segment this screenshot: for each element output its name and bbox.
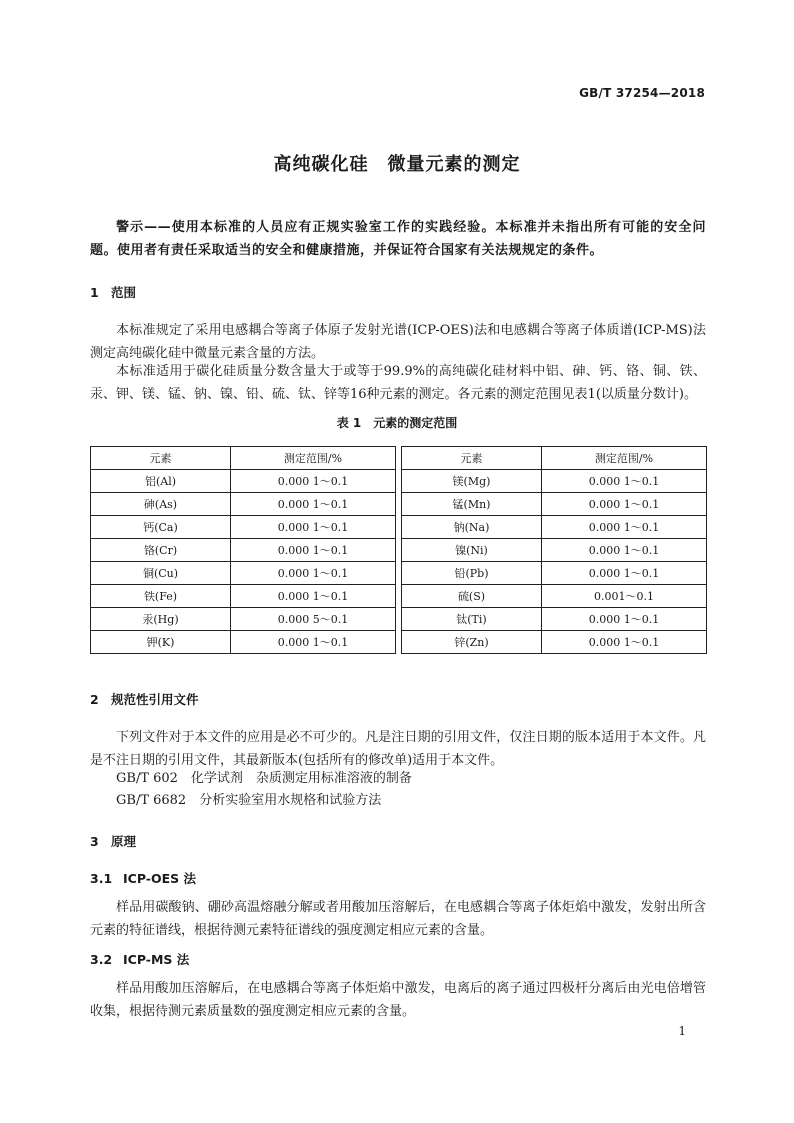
subsection-3-1-title: ICP-OES 法	[123, 871, 196, 886]
subsection-3-2-number: 3.2	[90, 952, 113, 967]
table-header-row	[91, 447, 396, 470]
table-row	[402, 539, 707, 562]
table-left-half	[90, 446, 396, 654]
range-cell: 0.000 1～0.1	[542, 539, 707, 562]
element-cell: 铅(Pb)	[402, 562, 542, 585]
table-header-row	[402, 447, 707, 470]
section-3-heading	[90, 832, 136, 850]
range-cell: 0.000 1～0.1	[231, 562, 396, 585]
element-cell: 铬(Cr)	[91, 539, 231, 562]
element-range-table	[90, 446, 706, 651]
subsection-3-1-heading	[90, 869, 196, 887]
element-cell: 砷(As)	[91, 493, 231, 516]
element-cell: 钛(Ti)	[402, 608, 542, 631]
references-paragraph: 下列文件对于本文件的应用是必不可少的。凡是注日期的引用文件，仅注日期的版本适用于本文件。凡是不注日期的引用文件，其最新版本(包括所有的修改单)适用于本文件。	[90, 730, 706, 768]
icp-oes-paragraph: 样品用碳酸钠、硼砂高温熔融分解或者用酸加压溶解后，在电感耦合等离子体炬焰中激发，发射出所含元素的特征谱线，根据待测元素特征谱线的强度测定相应元素的含量。	[90, 900, 706, 938]
range-cell: 0.001～0.1	[542, 585, 707, 608]
element-cell: 锰(Mn)	[402, 493, 542, 516]
element-cell: 钠(Na)	[402, 516, 542, 539]
section-2-number: 2	[90, 692, 99, 707]
table-row	[402, 608, 707, 631]
section-1-number: 1	[90, 285, 99, 300]
table-row	[402, 516, 707, 539]
range-cell: 0.000 1～0.1	[231, 516, 396, 539]
range-cell: 0.000 1～0.1	[542, 470, 707, 493]
element-cell: 铜(Cu)	[91, 562, 231, 585]
table-row	[402, 631, 707, 654]
range-cell: 0.000 1～0.1	[231, 493, 396, 516]
subsection-3-1-number: 3.1	[90, 871, 113, 886]
scope-paragraph-2: 本标准适用于碳化硅质量分数含量大于或等于99.9%的高纯碳化硅材料中铝、砷、钙、铬、铜、铁、汞、钾、镁、锰、钠、镍、铅、硫、钛、锌等16种元素的测定。各元素的测定范围见表1(以质量分数计)。	[90, 364, 706, 402]
section-3-title: 原理	[111, 834, 137, 849]
column-header-element: 元素	[91, 447, 231, 470]
table-row	[402, 470, 707, 493]
range-cell: 0.000 1～0.1	[231, 585, 396, 608]
element-cell: 铁(Fe)	[91, 585, 231, 608]
subsection-3-2-title: ICP-MS 法	[123, 952, 190, 967]
range-cell: 0.000 1～0.1	[231, 539, 396, 562]
table-row	[91, 608, 396, 631]
table-row	[91, 493, 396, 516]
subsection-3-2-heading	[90, 950, 189, 968]
element-cell: 锌(Zn)	[402, 631, 542, 654]
table-row	[91, 631, 396, 654]
column-header-range: 测定范围/%	[542, 447, 707, 470]
range-cell: 0.000 1～0.1	[231, 631, 396, 654]
table-row	[91, 562, 396, 585]
section-1-title: 范围	[111, 285, 137, 300]
table-caption: 表 1 元素的测定范围	[336, 416, 458, 430]
range-cell: 0.000 1～0.1	[542, 631, 707, 654]
range-cell: 0.000 1～0.1	[231, 470, 396, 493]
warning-paragraph: 警示——使用本标准的人员应有正规实验室工作的实践经验。本标准并未指出所有可能的安全问题。使用者有责任采取适当的安全和健康措施，并保证符合国家有关法规规定的条件。	[90, 220, 706, 258]
table-row	[91, 516, 396, 539]
table-row	[91, 470, 396, 493]
table-row	[91, 585, 396, 608]
element-cell: 钙(Ca)	[91, 516, 231, 539]
element-cell: 硫(S)	[402, 585, 542, 608]
element-cell: 汞(Hg)	[91, 608, 231, 631]
range-cell: 0.000 1～0.1	[542, 493, 707, 516]
range-cell: 0.000 1～0.1	[542, 562, 707, 585]
section-1-heading	[90, 283, 136, 301]
element-cell: 镍(Ni)	[402, 539, 542, 562]
icp-ms-paragraph: 样品用酸加压溶解后，在电感耦合等离子体炬焰中激发，电离后的离子通过四极杆分离后由光电倍增管收集，根据待测元素质量数的强度测定相应元素的含量。	[90, 981, 706, 1019]
table-row	[402, 585, 707, 608]
column-header-range: 测定范围/%	[231, 447, 396, 470]
section-2-heading	[90, 690, 199, 708]
element-cell: 镁(Mg)	[402, 470, 542, 493]
table-row	[402, 562, 707, 585]
section-3-number: 3	[90, 834, 99, 849]
table-row	[402, 493, 707, 516]
element-cell: 铝(Al)	[91, 470, 231, 493]
table-row	[91, 539, 396, 562]
page-number: 1	[678, 1024, 686, 1038]
section-2-title: 规范性引用文件	[111, 692, 199, 707]
reference-item: GB/T 602 化学试剂 杂质测定用标准溶液的制备	[116, 771, 412, 786]
element-cell: 钾(K)	[91, 631, 231, 654]
range-cell: 0.000 1～0.1	[542, 516, 707, 539]
reference-item: GB/T 6682 分析实验室用水规格和试验方法	[116, 793, 382, 808]
document-title: 高纯碳化硅 微量元素的测定	[273, 154, 521, 175]
range-cell: 0.000 5～0.1	[231, 608, 396, 631]
column-header-element: 元素	[402, 447, 542, 470]
range-cell: 0.000 1～0.1	[542, 608, 707, 631]
scope-paragraph-1: 本标准规定了采用电感耦合等离子体原子发射光谱(ICP-OES)法和电感耦合等离子体质谱(ICP-MS)法测定高纯碳化硅中微量元素含量的方法。	[90, 323, 706, 361]
standard-number: GB/T 37254—2018	[579, 86, 705, 100]
table-right-half	[401, 446, 707, 654]
